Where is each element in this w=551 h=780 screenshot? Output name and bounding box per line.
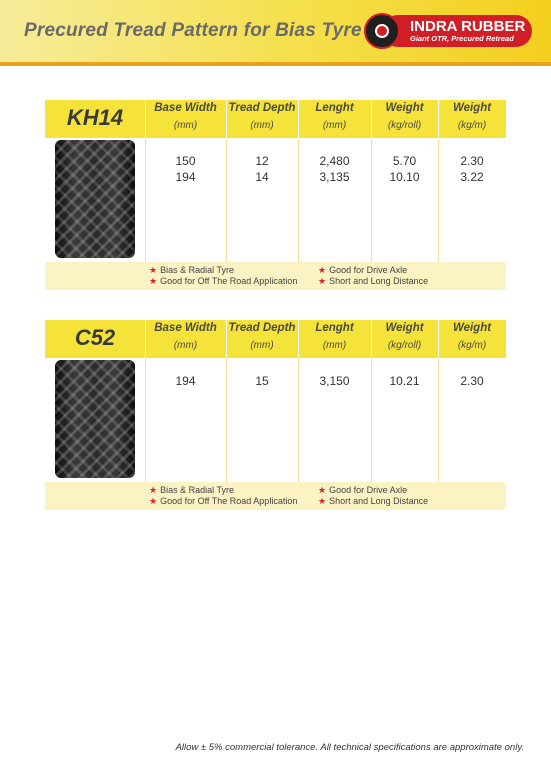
product-card-c52 [45, 320, 506, 510]
feature-item: ★ Good for Drive Axle [318, 265, 408, 275]
spec-body [45, 138, 506, 262]
column-header: Lenght [315, 102, 354, 114]
table-cell: 194 [175, 374, 196, 388]
feature-item: ★ Short and Long Distance [318, 496, 429, 506]
column-unit: (kg/m) [457, 340, 487, 351]
star-icon: ★ [318, 265, 327, 275]
star-icon: ★ [318, 485, 327, 495]
feature-item: ★ Good for Off The Road Application [149, 276, 298, 286]
star-icon: ★ [149, 485, 158, 495]
column-header: Weight [385, 322, 424, 334]
column-unit: (mm) [250, 340, 274, 351]
star-icon: ★ [149, 276, 158, 286]
table-cell: 2,480 [319, 154, 350, 168]
product-name: C52 [74, 325, 116, 350]
table-cell: 3.22 [460, 170, 484, 184]
table-cell: 3,135 [319, 170, 350, 184]
table-cell: 12 [255, 154, 269, 168]
column-header: Tread Depth [228, 322, 296, 334]
column-unit: (mm) [322, 340, 347, 351]
column-unit: (kg/roll) [387, 340, 422, 351]
spec-body [45, 358, 506, 482]
column-unit: (mm) [322, 120, 347, 131]
brand-tagline: Giant OTR, Precured Retread [410, 34, 514, 43]
feature-item: ★ Bias & Radial Tyre [149, 485, 234, 495]
star-icon: ★ [318, 276, 327, 286]
feature-item: ★ Short and Long Distance [318, 276, 429, 286]
feature-item: ★ Good for Off The Road Application [149, 496, 298, 506]
column-unit: (mm) [173, 340, 198, 351]
table-cell: 14 [255, 170, 269, 184]
tyre-tread-image [55, 360, 135, 478]
column-header: Base Width [154, 102, 217, 114]
table-cell: 10.21 [389, 374, 420, 388]
product-name: KH14 [66, 105, 124, 130]
column-unit: (mm) [173, 120, 198, 131]
header-divider [0, 62, 551, 66]
star-icon: ★ [149, 265, 158, 275]
column-header: Base Width [154, 322, 217, 334]
tolerance-note: Allow ± 5% commercial tolerance. All technical specifications are approximate only. [175, 742, 524, 753]
column-header: Weight [452, 102, 492, 114]
table-cell: 2.30 [460, 374, 484, 388]
logo-emblem-icon [364, 13, 400, 49]
column-header: Tread Depth [228, 102, 296, 114]
star-icon: ★ [318, 496, 327, 506]
brand-logo [364, 13, 534, 49]
table-cell: 2.30 [460, 154, 484, 168]
tyre-tread-image [55, 140, 135, 258]
column-header: Lenght [315, 322, 354, 334]
column-unit: (kg/m) [457, 120, 487, 131]
page-title: Precured Tread Pattern for Bias Tyre [24, 20, 362, 41]
table-cell: 15 [255, 374, 269, 388]
column-unit: (kg/roll) [387, 120, 422, 131]
column-header: Weight [385, 102, 424, 114]
table-cell: 5.70 [392, 154, 417, 168]
star-icon: ★ [149, 496, 158, 506]
feature-item: ★ Good for Drive Axle [318, 485, 408, 495]
table-cell: 150 [175, 154, 196, 168]
table-cell: 3,150 [319, 374, 350, 388]
table-cell: 10.10 [389, 170, 420, 184]
features-band [45, 262, 506, 290]
column-header: Weight [452, 322, 492, 334]
brand-name: INDRA RUBBER [410, 18, 526, 35]
feature-item: ★ Bias & Radial Tyre [149, 265, 234, 275]
product-card-kh14 [45, 100, 506, 290]
features-band [45, 482, 506, 510]
table-cell: 194 [175, 170, 196, 184]
column-unit: (mm) [250, 120, 274, 131]
